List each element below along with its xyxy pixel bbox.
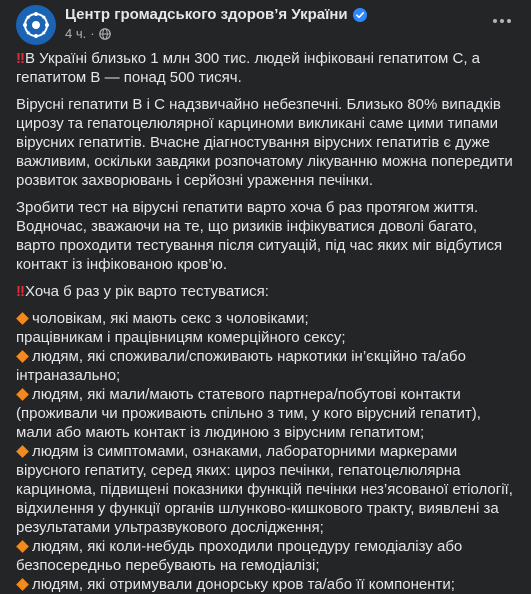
list-item: людям, які мали/мають статевого партнера/побутові контакти (проживали чи проживають спільно з тим, у кого вірусний гепатит), мали або мають контакт із людиною з вірусним гепатитом; <box>16 386 481 441</box>
list-item: людям, які коли-небудь проходили процедуру гемодіалізу або безпосередньо перебувають на гемодіалізі; <box>16 538 463 574</box>
orange-diamond-icon <box>16 445 29 458</box>
orange-diamond-icon <box>16 350 29 363</box>
post-timestamp[interactable]: 4 ч. <box>65 26 87 41</box>
globe-icon[interactable] <box>99 28 111 40</box>
post-subline <box>65 26 367 41</box>
list-heading: !!Хоча б раз у рік варто тестуватися: <box>16 283 269 300</box>
page-name-row <box>65 6 367 23</box>
list-item: людям, які споживали/споживають наркотики ін’єкційно та/або інтраназально; <box>16 348 466 384</box>
separator-dot: · <box>90 26 95 41</box>
intro-paragraph: !!В Україні близько 1 млн 300 тис. людей інфіковані гепатитом С, а гепатитом В — понад 500 тисяч. <box>16 50 481 86</box>
orange-diamond-icon <box>16 540 29 553</box>
post-meta <box>65 5 367 41</box>
double-exclamation-icon: !! <box>16 283 24 300</box>
more-options-button[interactable] <box>487 6 517 36</box>
list-item: чоловікам, які мають секс з чоловіками; працівникам і працівницям комерційного сексу; <box>16 310 346 346</box>
orange-diamond-icon <box>16 312 29 325</box>
paragraph-testing: Зробити тест на вірусні гепатити варто хоча б раз протягом життя. Водночас, зважаючи на те, що ризиків інфікуватися доволі багато, варто проходити тестування після ситуацій, під час яких міг відбутися контакт із інфікованою кров’ю. <box>16 199 503 273</box>
post-content <box>16 49 517 594</box>
risk-group-list <box>16 309 517 594</box>
page-name[interactable]: Центр громадського здоров’я України <box>65 6 348 23</box>
phc-logo-icon <box>21 10 51 40</box>
more-horizontal-icon <box>493 19 497 23</box>
verified-badge-icon <box>353 8 367 22</box>
orange-diamond-icon <box>16 388 29 401</box>
post-header <box>16 0 517 49</box>
paragraph-risks: Вірусні гепатити В і С надзвичайно небезпечні. Близько 80% випадків цирозу та гепатоцелюлярної карциноми викликані саме цими типами вірусних гепатитів. Вчасне діагностування вірусних гепатитів є дуже важливим, оскільки завдяки розпочатому лікуванню можна попередити розвиток захворювань і серйозні ураження печінки. <box>16 96 513 189</box>
orange-diamond-icon <box>16 578 29 591</box>
page-avatar[interactable] <box>16 5 56 45</box>
double-exclamation-icon: !! <box>16 50 24 67</box>
list-item: людям із симптомами, ознаками, лабораторними маркерами вірусного гепатиту, серед яких: цироз печінки, гепатоцелюлярна карцинома, підвищені показники функцій печінки нез’ясованої етіології, відхилення у функції органів шлунково-кишкового тракту, виявлені за результатами ультразвукового дослідження; <box>16 443 513 536</box>
list-item: людям, які отримували донорську кров та/або її компоненти; <box>16 575 517 594</box>
